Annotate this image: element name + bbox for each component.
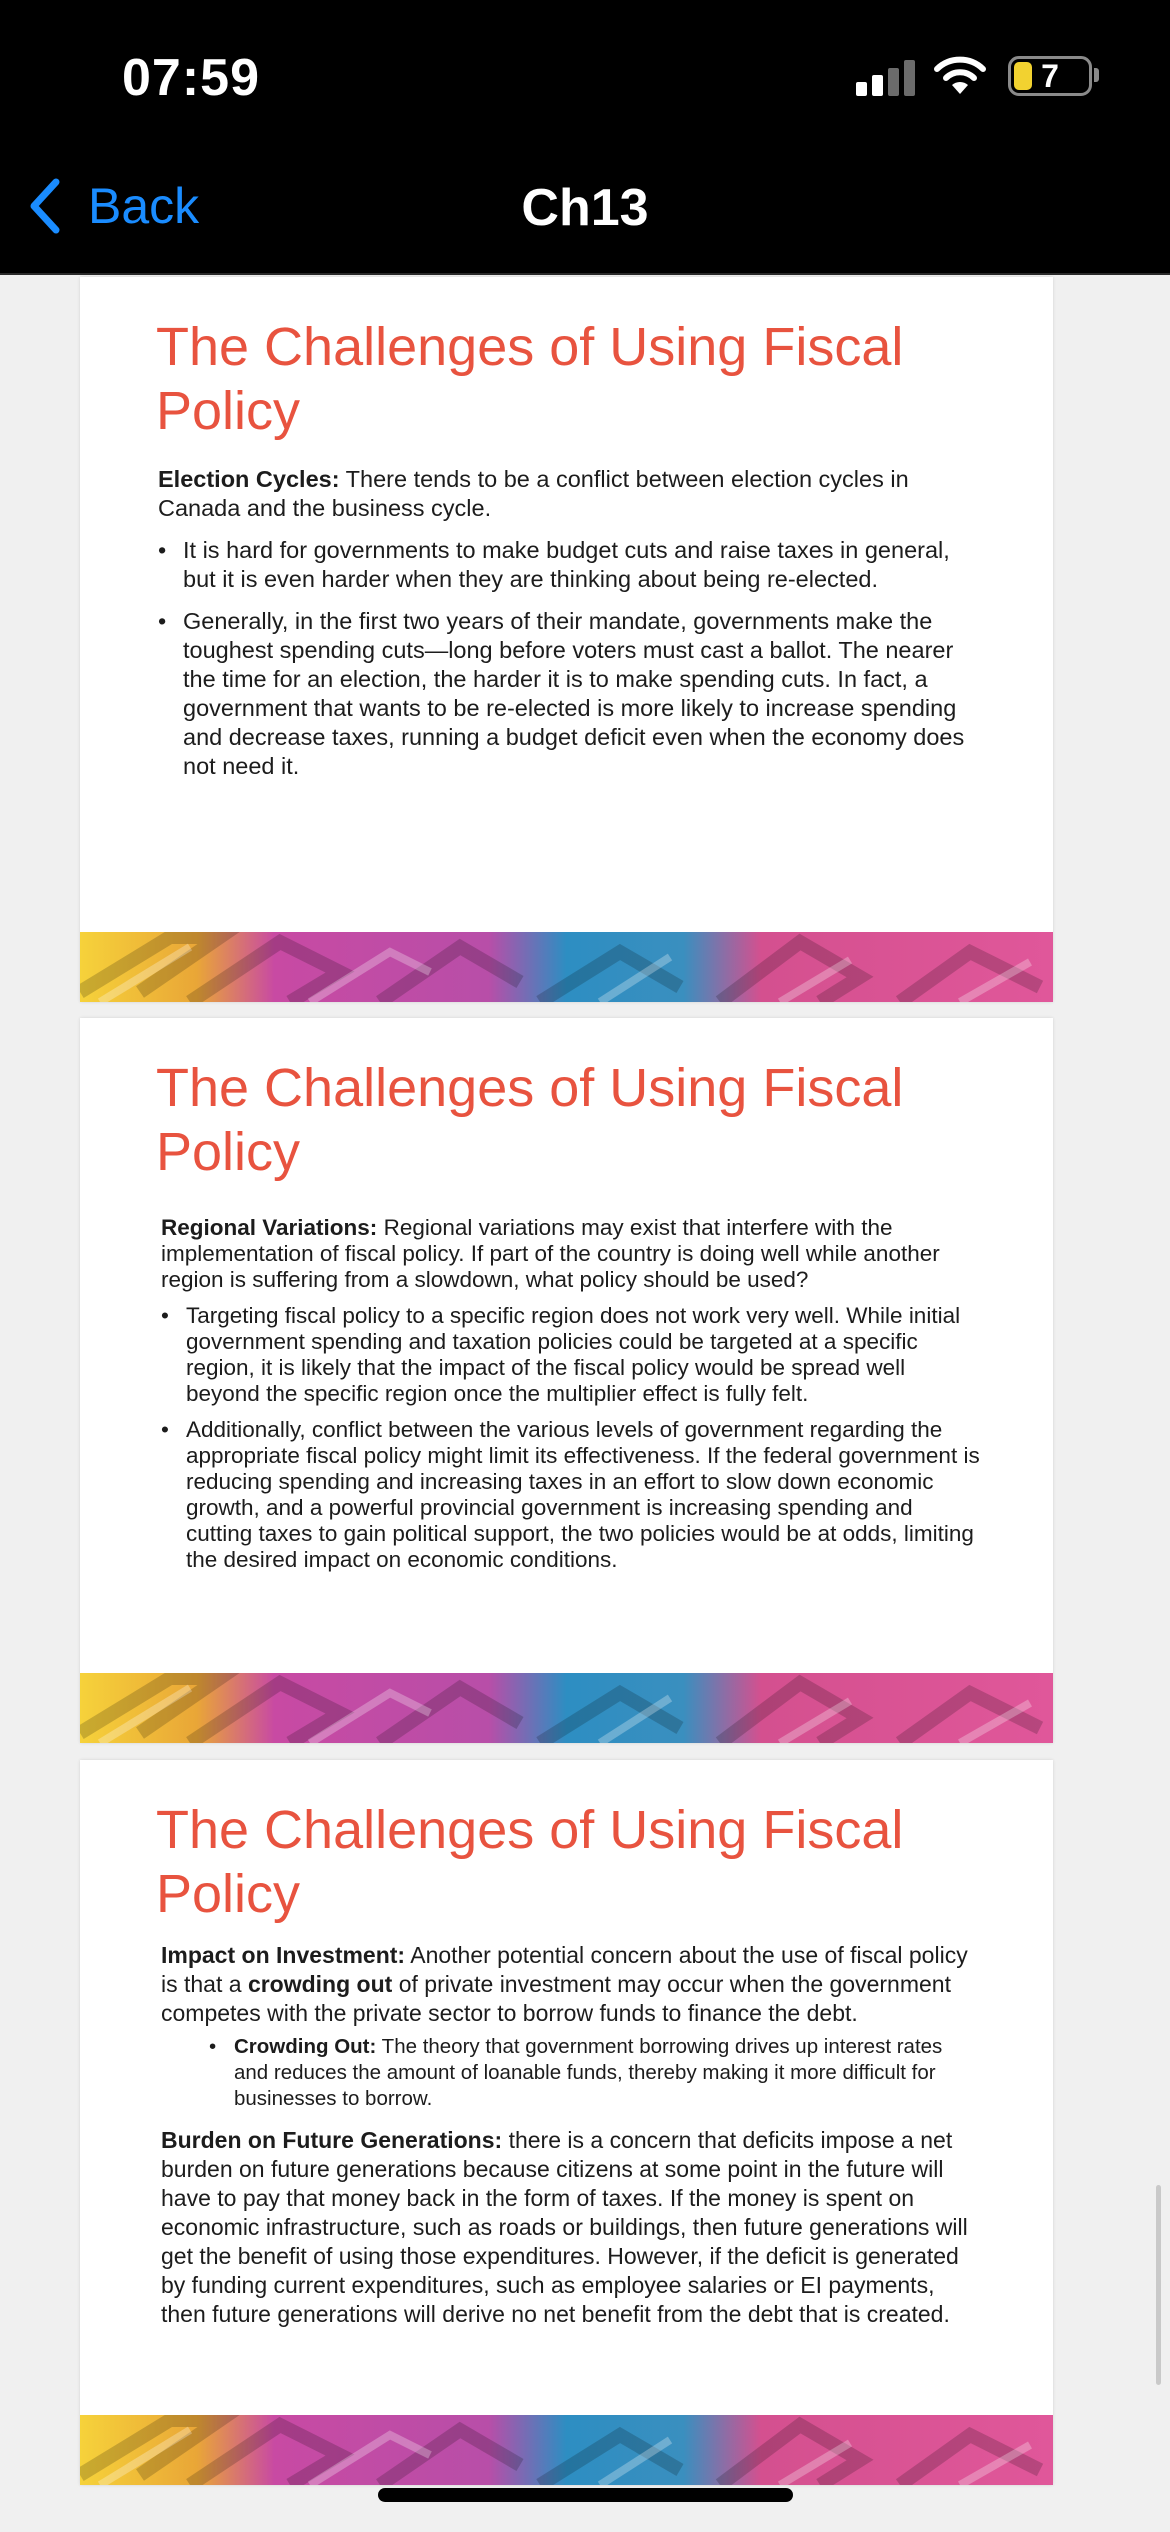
- slide-body: [161, 1215, 981, 1573]
- back-label: Back: [88, 178, 200, 234]
- battery-icon: [1008, 56, 1092, 96]
- decorative-banner: [80, 932, 1053, 1002]
- second-text: there is a concern that deficits impose a net burden on future generations because citizens at some point in the future will have to pay that money back in the form of taxes. If the money is spent on economic infrastructure, such as roads or buildings, then future generations will get the benefit of using those expenditures. However, if the deficit is generated by funding current expenditures, such as employee salaries or EI payments, then future generations will derive no net benefit from the debt that is created.: [161, 2127, 968, 2327]
- intro-text-continued: of private investment may occur when the government competes with the private sector to borrow funds to finance the debt.: [161, 1971, 951, 2026]
- home-indicator[interactable]: [378, 2488, 793, 2502]
- intro-heading: Election Cycles:: [158, 466, 340, 492]
- status-time: 07:59: [122, 49, 260, 107]
- document-title: Ch13: [521, 179, 649, 237]
- sub-bullet-list: [161, 2034, 976, 2112]
- scrollbar[interactable]: [1156, 2185, 1161, 2385]
- intro-text: Regional variations may exist that interfere with the implementation of fiscal policy. If part of the country is doing well while another region is suffering from a slowdown, what policy should be used?: [161, 1215, 940, 1292]
- intro-text: Another potential concern about the use of fiscal policy is that a: [161, 1942, 968, 1997]
- bullet-item: • Additionally, conflict between the various levels of government regarding the appropriate fiscal policy might limit its effectiveness. If the federal government is reducing spending and increasing taxes in an effort to slow down economic growth, and a powerful provincial government is increasing spending and cutting taxes to gain political support, the two policies would be at odds, limiting the desired impact on economic conditions.: [161, 1417, 981, 1573]
- intro-heading: Impact on Investment:: [161, 1942, 406, 1968]
- bullet-item: • Targeting fiscal policy to a specific region does not work very well. While initial government spending and taxation policies could be targeted at a specific region, it is likely that the impact of the fiscal policy would be spread well beyond the specific region once the multiplier effect is fully felt.: [161, 1303, 981, 1407]
- slide-title: The Challenges of Using Fiscal Policy: [156, 1800, 904, 1924]
- sub-bullet-heading: Crowding Out:: [234, 2035, 377, 2058]
- wifi-icon: [932, 54, 988, 98]
- slide-1: [80, 277, 1053, 1002]
- crowding-out-term: crowding out: [247, 1971, 393, 1997]
- slide-body: [161, 1941, 976, 2329]
- signal-icon: [856, 60, 916, 96]
- slide-second-paragraph: [161, 2126, 976, 2329]
- slide-intro: [158, 465, 988, 523]
- bullet-item: • Generally, in the first two years of their mandate, governments make the toughest spending cuts—long before voters must cast a ballot. The nearer the time for an election, the harder it is to make spending cuts. In fact, a government that wants to be re-elected is more likely to increase spending and decrease taxes, running a budget deficit even when the economy does not need it.: [158, 607, 988, 781]
- decorative-banner: [80, 2415, 1053, 2485]
- slide-title: The Challenges of Using Fiscal Policy: [156, 1058, 904, 1182]
- battery-level: 7: [1041, 58, 1059, 94]
- slide-body: [158, 465, 988, 781]
- status-bar: [0, 0, 1170, 150]
- sub-bullet-item: [209, 2034, 976, 2112]
- second-heading: Burden on Future Generations:: [161, 2127, 503, 2153]
- intro-text: There tends to be a conflict between election cycles in Canada and the business cycle.: [158, 466, 909, 521]
- navigation-bar: [0, 150, 1170, 275]
- slide-2: [80, 1018, 1053, 1743]
- slide-3: [80, 1760, 1053, 2485]
- slide-title: The Challenges of Using Fiscal Policy: [156, 317, 904, 441]
- decorative-banner: [80, 1673, 1053, 1743]
- battery-nub: [1094, 68, 1099, 82]
- bullet-item: • It is hard for governments to make budget cuts and raise taxes in general, but it is even harder when they are thinking about being re-elected.: [158, 536, 988, 594]
- slide-intro: [161, 1941, 976, 2028]
- bullet-list: [158, 536, 988, 781]
- slide-intro: [161, 1215, 981, 1293]
- sub-bullet-text: The theory that government borrowing drives up interest rates and reduces the amount of loanable funds, thereby making it more difficult for businesses to borrow.: [234, 2035, 943, 2110]
- bullet-list: [161, 1303, 981, 1573]
- intro-heading: Regional Variations:: [161, 1215, 378, 1240]
